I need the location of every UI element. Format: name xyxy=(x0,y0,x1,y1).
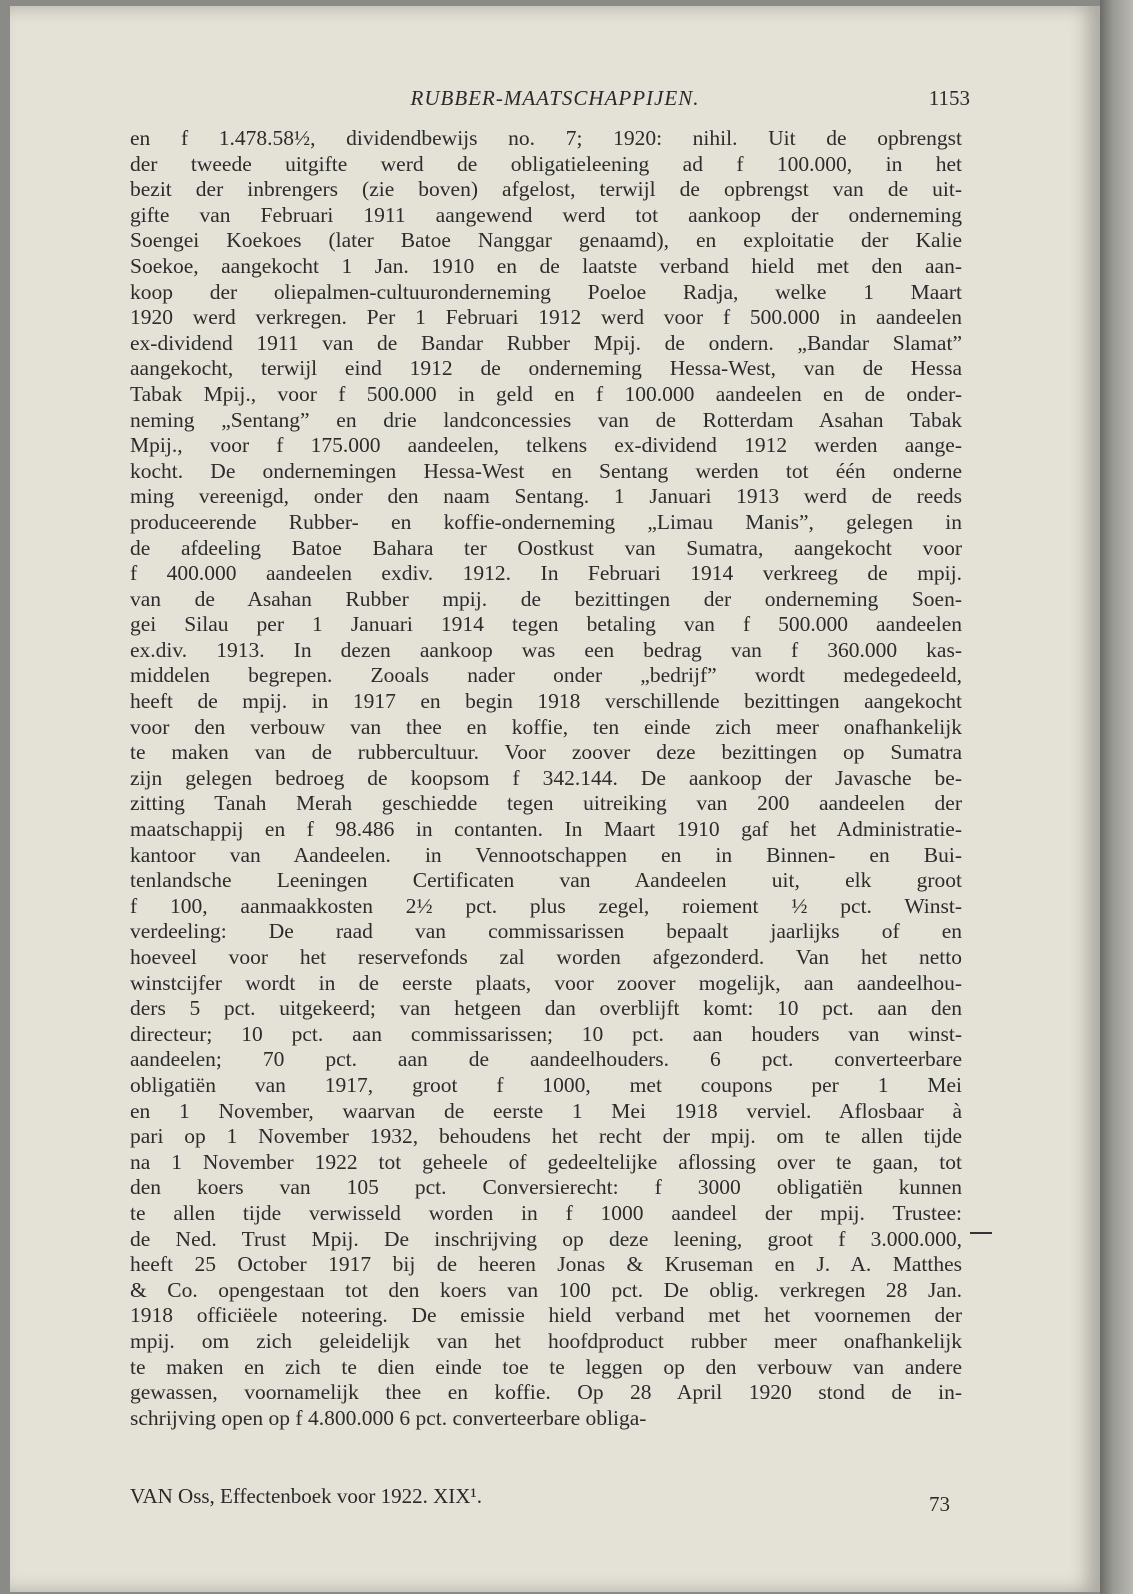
text-line: 1918 officiëele noteering. De emissie hield verband met het voornemen der xyxy=(130,1303,962,1328)
text-line: en f 1.478.58½, dividendbewijs no. 7; 1920: nihil. Uit de opbrengst xyxy=(130,126,962,150)
book-spine-edge xyxy=(1100,0,1133,1594)
text-line: koop der oliepalmen-cultuuronderneming Poeloe Radja, welke 1 Maart xyxy=(130,279,962,304)
text-line: kantoor van Aandeelen. in Vennootschappen en in Binnen- en Bui- xyxy=(130,842,962,867)
text-line: ders 5 pct. uitgekeerd; van hetgeen dan overblijft komt: 10 pct. aan den xyxy=(130,996,962,1021)
text-line: ex.div. 1913. In dezen aankoop was een bedrag van f 360.000 kas- xyxy=(130,637,962,662)
text-line: heeft de mpij. in 1917 en begin 1918 verschillende bezittingen aangekocht xyxy=(130,689,962,714)
book-page xyxy=(10,6,1100,1592)
page-number: 1153 xyxy=(928,86,970,110)
page-header xyxy=(130,86,970,116)
text-line: te maken van de rubbercultuur. Voor zoover deze bezittingen op Sumatra xyxy=(130,740,962,765)
text-line: de Ned. Trust Mpij. De inschrijving op deze leening, groot f 3.000.000, xyxy=(130,1226,962,1251)
text-line: Mpij., voor f 175.000 aandeelen, telkens ex-dividend 1912 werden aange- xyxy=(130,433,962,458)
text-line: Soekoe, aangekocht 1 Jan. 1910 en de laatste verband hield met den aan- xyxy=(130,253,962,278)
text-line: f 400.000 aandeelen exdiv. 1912. In Februari 1914 verkreeg de mpij. xyxy=(130,561,962,586)
text-line: en 1 November, waarvan de eerste 1 Mei 1918 verviel. Aflosbaar à xyxy=(130,1098,962,1123)
text-line: f 100, aanmaakkosten 2½ pct. plus zegel, roiement ½ pct. Winst- xyxy=(130,893,962,918)
text-line: zitting Tanah Merah geschiedde tegen uitreiking van 200 aandeelen der xyxy=(130,791,962,816)
text-line: verdeeling: De raad van commissarissen bepaalt jaarlijks of en xyxy=(130,919,962,944)
text-line: 1920 werd verkregen. Per 1 Februari 1912 werd voor f 500.000 in aandeelen xyxy=(130,305,962,330)
text-line: maatschappij en f 98.486 in contanten. In Maart 1910 gaf het Administratie- xyxy=(130,817,962,842)
text-line: gewassen, voornamelijk thee en koffie. Op 28 April 1920 stond de in- xyxy=(130,1380,962,1405)
text-line: heeft 25 October 1917 bij de heeren Jonas & Kruseman en J. A. Matthes xyxy=(130,1252,962,1277)
text-line: directeur; 10 pct. aan commissarissen; 10 pct. aan houders van winst- xyxy=(130,1021,962,1046)
footer-source: VAN Oss, Effectenboek voor 1922. XIX¹. xyxy=(130,1484,482,1508)
text-line: winstcijfer wordt in de eerste plaats, voor zoover mogelijk, aan aandeelhou- xyxy=(130,970,962,995)
text-line: voor den verbouw van thee en koffie, ten einde zich meer onafhankelijk xyxy=(130,714,962,739)
margin-mark xyxy=(970,1232,992,1234)
text-line: obligatiën van 1917, groot f 1000, met coupons per 1 Mei xyxy=(130,1072,962,1097)
body-text xyxy=(130,126,962,1431)
sheet-number: 73 xyxy=(929,1492,950,1516)
text-line: Soengei Koekoes (later Batoe Nanggar genaamd), en exploitatie der Kalie xyxy=(130,228,962,253)
text-line: de afdeeling Batoe Bahara ter Oostkust van Sumatra, aangekocht voor xyxy=(130,535,962,560)
text-line: kocht. De ondernemingen Hessa-West en Sentang werden tot één onderne xyxy=(130,458,962,483)
page-footer xyxy=(130,1484,970,1514)
text-line: pari op 1 November 1932, behoudens het recht der mpij. om te allen tijde xyxy=(130,1124,962,1149)
text-line: mpij. om zich geleidelijk van het hoofdproduct rubber meer onafhankelijk xyxy=(130,1328,962,1353)
text-line: te allen tijde verwisseld worden in f 1000 aandeel der mpij. Trustee: xyxy=(130,1200,962,1225)
text-line: tenlandsche Leeningen Certificaten van Aandeelen uit, elk groot xyxy=(130,868,962,893)
text-line: produceerende Rubber- en koffie-onderneming „Limau Manis”, gelegen in xyxy=(130,509,962,534)
text-line: aangekocht, terwijl eind 1912 de onderneming Hessa-West, van de Hessa xyxy=(130,356,962,381)
text-line: ming vereenigd, onder den naam Sentang. 1 Januari 1913 werd de reeds xyxy=(130,484,962,509)
text-line: neming „Sentang” en drie landconcessies van de Rotterdam Asahan Tabak xyxy=(130,407,962,432)
text-line: na 1 November 1922 tot geheele of gedeeltelijke aflossing over te gaan, tot xyxy=(130,1149,962,1174)
text-line: schrijving open op f 4.800.000 6 pct. converteerbare obliga- xyxy=(130,1405,647,1430)
text-line: Tabak Mpij., voor f 500.000 in geld en f 100.000 aandeelen en de onder- xyxy=(130,381,962,406)
text-line: gei Silau per 1 Januari 1914 tegen betaling van f 500.000 aandeelen xyxy=(130,612,962,637)
text-line: zijn gelegen bedroeg de koopsom f 342.144. De aankoop der Javasche be- xyxy=(130,765,962,790)
text-line: ex-dividend 1911 van de Bandar Rubber Mpij. de ondern. „Bandar Slamat” xyxy=(130,330,962,355)
text-line: der tweede uitgifte werd de obligatieleening ad f 100.000, in het xyxy=(130,151,962,176)
running-head: RUBBER-MAATSCHAPPIJEN. xyxy=(410,86,700,110)
text-line: middelen begrepen. Zooals nader onder „bedrijf” wordt medegedeeld, xyxy=(130,663,962,688)
text-line: te maken en zich te dien einde toe te leggen op den verbouw van andere xyxy=(130,1354,962,1379)
text-line: hoeveel voor het reservefonds zal worden afgezonderd. Van het netto xyxy=(130,945,962,969)
text-line: aandeelen; 70 pct. aan de aandeelhouders. 6 pct. converteerbare xyxy=(130,1047,962,1072)
text-line: bezit der inbrengers (zie boven) afgelost, terwijl de opbrengst van de uit- xyxy=(130,177,962,202)
text-line: den koers van 105 pct. Conversierecht: f 3000 obligatiën kunnen xyxy=(130,1175,962,1200)
text-line: gifte van Februari 1911 aangewend werd tot aankoop der onderneming xyxy=(130,202,962,227)
text-line: & Co. opengestaan tot den koers van 100 pct. De oblig. verkregen 28 Jan. xyxy=(130,1277,962,1302)
text-line: van de Asahan Rubber mpij. de bezittingen der onderneming Soen- xyxy=(130,586,962,611)
